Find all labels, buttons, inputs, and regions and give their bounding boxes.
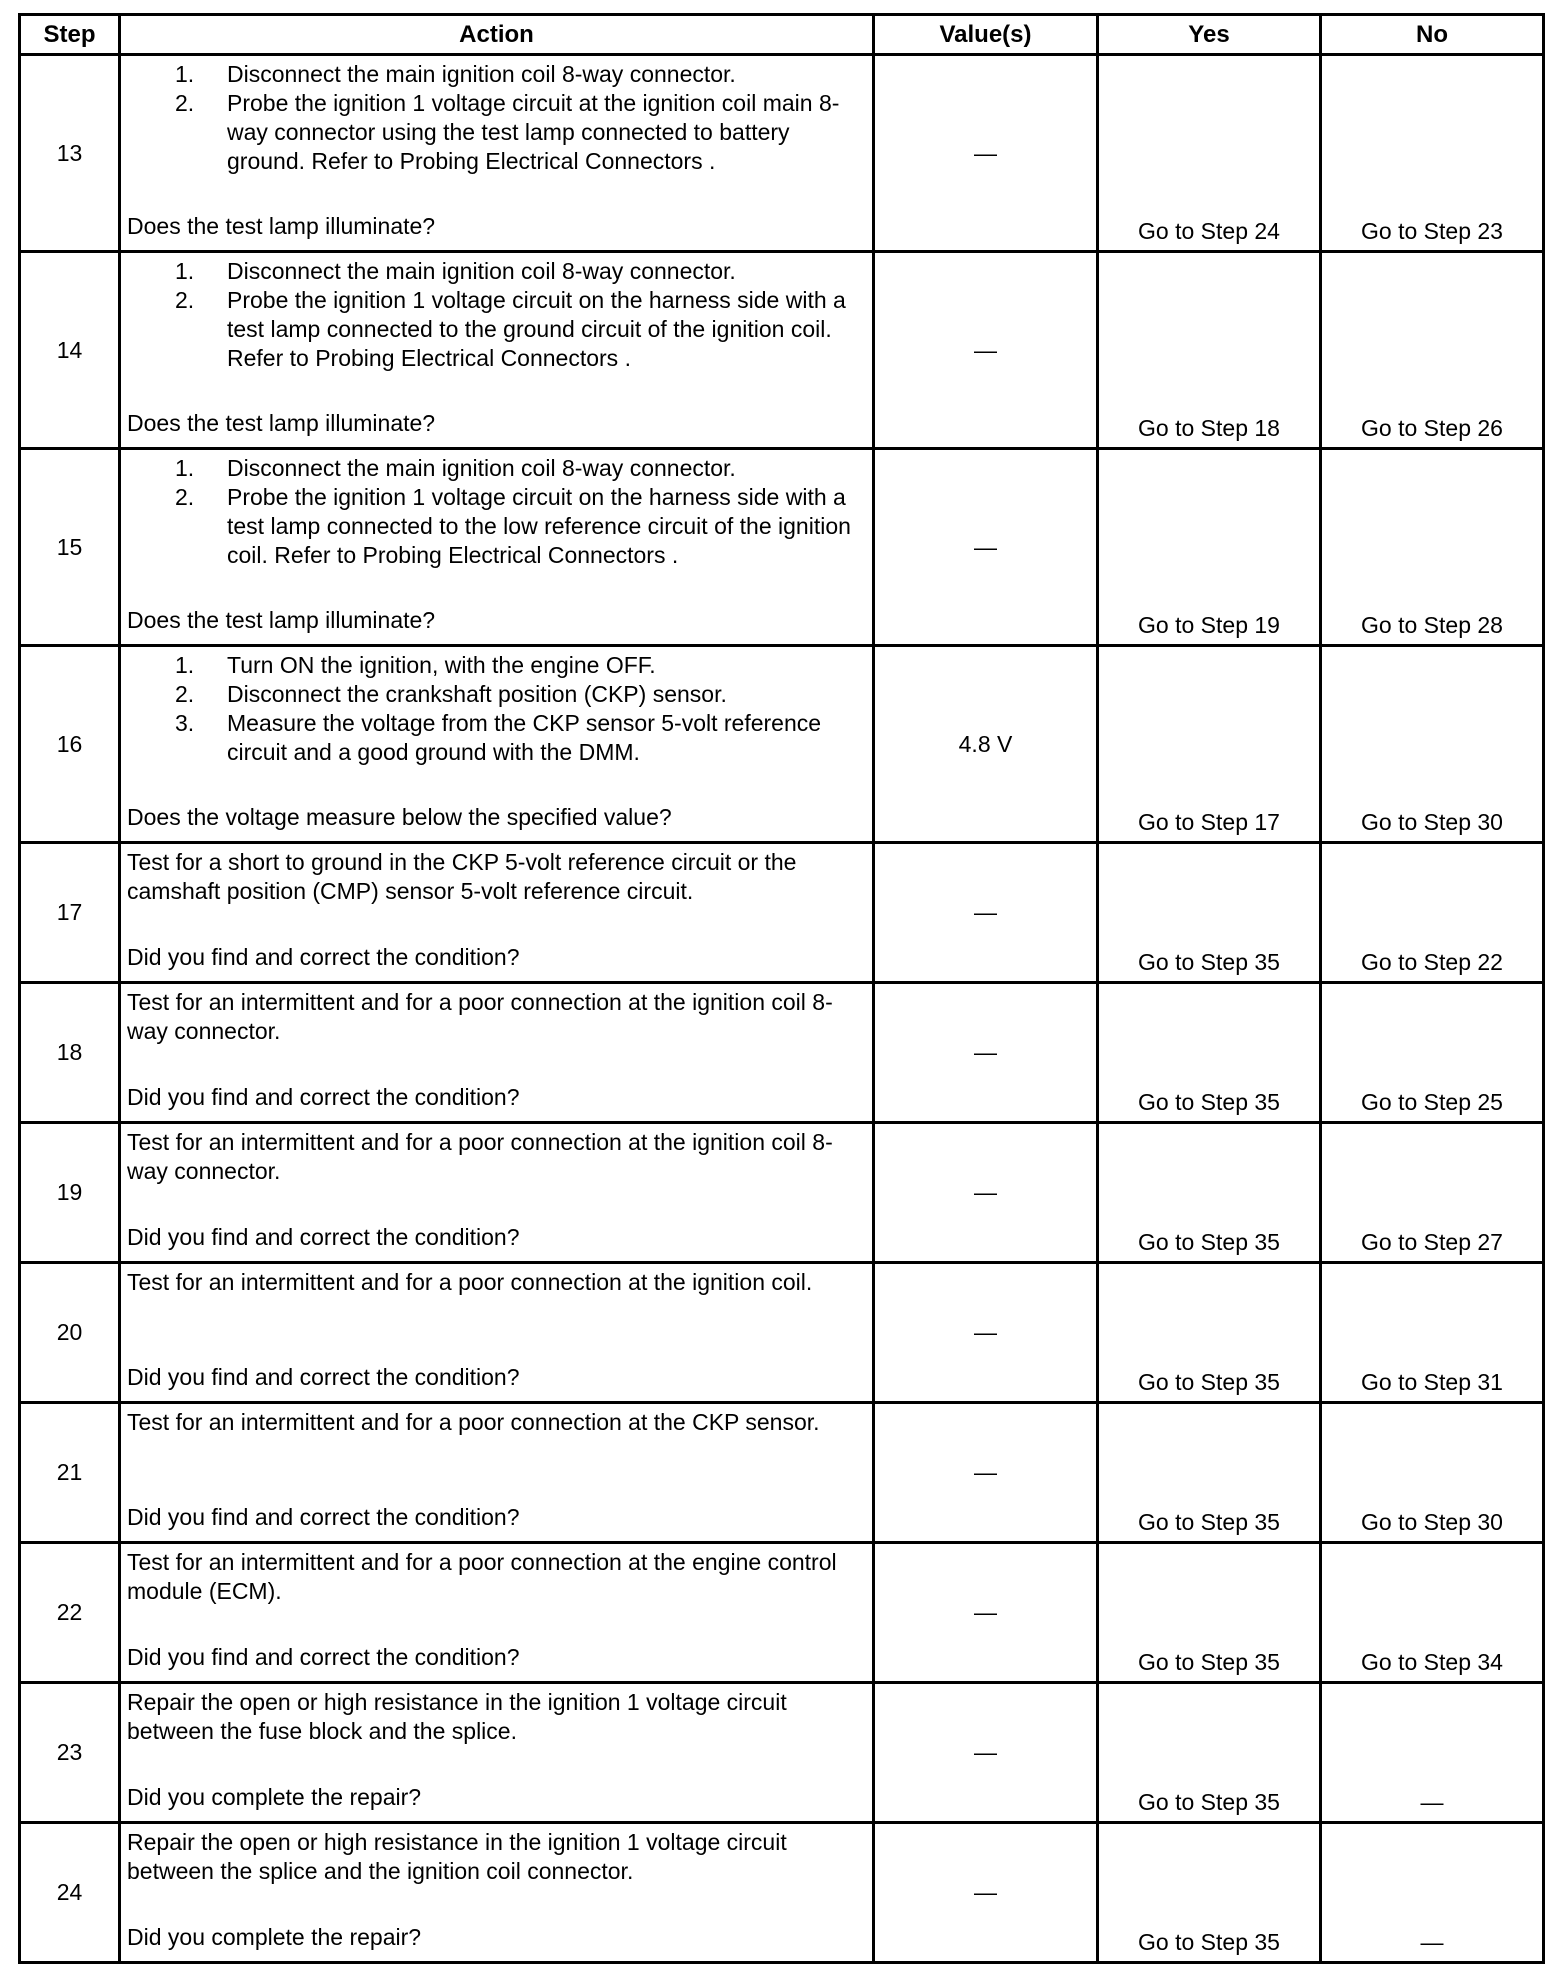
no-next-step: Go to Step 27 — [1361, 1229, 1503, 1255]
no-cell — [1321, 843, 1544, 983]
no-next-step: — — [1420, 1929, 1444, 1955]
action-step-text: Probe the ignition 1 voltage circuit on the harness side with a test lamp connected to the ground circuit of the ignition coil. Refer to Probing Electrical Connectors . — [227, 287, 846, 371]
action-cell — [120, 1543, 874, 1683]
no-cell — [1321, 983, 1544, 1123]
action-cell — [120, 1683, 874, 1823]
action-step-item — [127, 257, 868, 286]
no-cell — [1321, 646, 1544, 843]
yes-cell — [1098, 843, 1321, 983]
yes-next-step: Go to Step 17 — [1138, 809, 1280, 835]
action-steps-list — [127, 651, 868, 767]
yes-next-step: Go to Step 35 — [1138, 1369, 1280, 1395]
table-row — [20, 646, 1544, 843]
action-cell — [120, 55, 874, 252]
action-cell — [120, 252, 874, 449]
action-step-item — [127, 286, 868, 373]
value-cell: — — [874, 252, 1098, 449]
step-number: 16 — [20, 646, 120, 843]
yes-cell — [1098, 252, 1321, 449]
action-text: Test for a short to ground in the CKP 5-volt reference circuit or the camshaft position (CMP) sensor 5-volt reference circuit. — [127, 849, 797, 904]
action-step-text: Disconnect the main ignition coil 8-way connector. — [227, 258, 736, 284]
action-question: Did you find and correct the condition? — [127, 1224, 520, 1250]
table-row — [20, 1123, 1544, 1263]
action-step-text: Disconnect the crankshaft position (CKP) sensor. — [227, 681, 727, 707]
action-question: Does the test lamp illuminate? — [127, 213, 436, 239]
no-next-step: Go to Step 30 — [1361, 809, 1503, 835]
value-cell: 4.8 V — [874, 646, 1098, 843]
action-step-item — [127, 60, 868, 89]
yes-cell — [1098, 1683, 1321, 1823]
no-cell — [1321, 1263, 1544, 1403]
yes-next-step: Go to Step 35 — [1138, 1089, 1280, 1115]
header-yes: Yes — [1098, 15, 1321, 55]
step-number: 17 — [20, 843, 120, 983]
action-step-item — [127, 651, 868, 680]
diagnostic-table — [18, 13, 1545, 1964]
no-next-step: Go to Step 34 — [1361, 1649, 1503, 1675]
table-row — [20, 1823, 1544, 1963]
action-cell — [120, 646, 874, 843]
action-step-item — [127, 89, 868, 176]
action-step-item — [127, 680, 868, 709]
yes-cell — [1098, 449, 1321, 646]
no-next-step: Go to Step 25 — [1361, 1089, 1503, 1115]
no-cell — [1321, 252, 1544, 449]
action-question: Did you complete the repair? — [127, 1784, 422, 1810]
action-question: Did you complete the repair? — [127, 1924, 422, 1950]
step-number: 21 — [20, 1403, 120, 1543]
value-cell: — — [874, 1683, 1098, 1823]
action-question: Did you find and correct the condition? — [127, 944, 520, 970]
no-next-step: — — [1420, 1789, 1444, 1815]
step-number: 13 — [20, 55, 120, 252]
yes-next-step: Go to Step 35 — [1138, 1649, 1280, 1675]
action-cell — [120, 983, 874, 1123]
table-row — [20, 1263, 1544, 1403]
table-row — [20, 252, 1544, 449]
header-action: Action — [120, 15, 874, 55]
table-row — [20, 1543, 1544, 1683]
action-question: Does the voltage measure below the specified value? — [127, 804, 672, 830]
action-step-text: Probe the ignition 1 voltage circuit on the harness side with a test lamp connected to the low reference circuit of the ignition coil. Refer to Probing Electrical Connectors . — [227, 484, 851, 568]
action-step-number: 1. — [175, 61, 195, 87]
action-step-item — [127, 709, 868, 767]
value-cell: — — [874, 1263, 1098, 1403]
action-text: Test for an intermittent and for a poor connection at the ignition coil 8-way connector. — [127, 989, 833, 1044]
table-row — [20, 983, 1544, 1123]
value-cell: — — [874, 843, 1098, 983]
step-number: 24 — [20, 1823, 120, 1963]
step-number: 23 — [20, 1683, 120, 1823]
no-cell — [1321, 449, 1544, 646]
action-steps-list — [127, 257, 868, 373]
header-values: Value(s) — [874, 15, 1098, 55]
action-question: Did you find and correct the condition? — [127, 1504, 520, 1530]
action-step-item — [127, 483, 868, 570]
header-step: Step — [20, 15, 120, 55]
action-cell — [120, 1403, 874, 1543]
no-cell — [1321, 1403, 1544, 1543]
yes-next-step: Go to Step 19 — [1138, 612, 1280, 638]
action-question: Did you find and correct the condition? — [127, 1644, 520, 1670]
action-cell — [120, 1823, 874, 1963]
action-step-number: 1. — [175, 455, 195, 481]
yes-cell — [1098, 1123, 1321, 1263]
step-number: 20 — [20, 1263, 120, 1403]
step-number: 22 — [20, 1543, 120, 1683]
action-text: Test for an intermittent and for a poor connection at the engine control module (ECM). — [127, 1549, 837, 1604]
yes-next-step: Go to Step 35 — [1138, 949, 1280, 975]
action-question: Does the test lamp illuminate? — [127, 607, 436, 633]
action-step-item — [127, 454, 868, 483]
no-cell — [1321, 1683, 1544, 1823]
table-row — [20, 1683, 1544, 1823]
action-question: Did you find and correct the condition? — [127, 1364, 520, 1390]
action-step-text: Measure the voltage from the CKP sensor 5-volt reference circuit and a good ground with the DMM. — [227, 710, 822, 765]
step-number: 15 — [20, 449, 120, 646]
no-next-step: Go to Step 30 — [1361, 1509, 1503, 1535]
table-row — [20, 843, 1544, 983]
yes-next-step: Go to Step 24 — [1138, 218, 1280, 244]
value-cell: — — [874, 1403, 1098, 1543]
yes-next-step: Go to Step 18 — [1138, 415, 1280, 441]
value-cell: — — [874, 983, 1098, 1123]
value-cell: — — [874, 1123, 1098, 1263]
header-no: No — [1321, 15, 1544, 55]
action-step-text: Disconnect the main ignition coil 8-way connector. — [227, 455, 736, 481]
action-cell — [120, 1123, 874, 1263]
yes-next-step: Go to Step 35 — [1138, 1789, 1280, 1815]
action-text: Repair the open or high resistance in the ignition 1 voltage circuit between the fuse block and the splice. — [127, 1689, 787, 1744]
action-step-number: 1. — [175, 258, 195, 284]
action-question: Does the test lamp illuminate? — [127, 410, 436, 436]
yes-next-step: Go to Step 35 — [1138, 1509, 1280, 1535]
action-question: Did you find and correct the condition? — [127, 1084, 520, 1110]
action-text: Test for an intermittent and for a poor connection at the ignition coil. — [127, 1269, 813, 1295]
yes-cell — [1098, 1543, 1321, 1683]
table-row — [20, 55, 1544, 252]
yes-cell — [1098, 1263, 1321, 1403]
no-next-step: Go to Step 22 — [1361, 949, 1503, 975]
action-step-text: Turn ON the ignition, with the engine OFF. — [227, 652, 656, 678]
action-step-text: Disconnect the main ignition coil 8-way connector. — [227, 61, 736, 87]
no-cell — [1321, 1123, 1544, 1263]
action-step-number: 2. — [175, 287, 195, 313]
no-next-step: Go to Step 23 — [1361, 218, 1503, 244]
action-step-number: 3. — [175, 710, 195, 736]
table-row — [20, 449, 1544, 646]
yes-cell — [1098, 1823, 1321, 1963]
no-cell — [1321, 1543, 1544, 1683]
action-step-text: Probe the ignition 1 voltage circuit at the ignition coil main 8-way connector using the test lamp connected to battery ground. Refer to Probing Electrical Connectors . — [227, 90, 840, 174]
yes-cell — [1098, 983, 1321, 1123]
no-cell — [1321, 1823, 1544, 1963]
action-step-number: 2. — [175, 90, 195, 116]
action-step-number: 2. — [175, 681, 195, 707]
no-next-step: Go to Step 31 — [1361, 1369, 1503, 1395]
step-number: 18 — [20, 983, 120, 1123]
table-row — [20, 1403, 1544, 1543]
action-cell — [120, 449, 874, 646]
value-cell: — — [874, 55, 1098, 252]
action-text: Repair the open or high resistance in the ignition 1 voltage circuit between the splice and the ignition coil connector. — [127, 1829, 787, 1884]
action-cell — [120, 1263, 874, 1403]
value-cell: — — [874, 1543, 1098, 1683]
action-cell — [120, 843, 874, 983]
action-step-number: 2. — [175, 484, 195, 510]
no-next-step: Go to Step 26 — [1361, 415, 1503, 441]
no-cell — [1321, 55, 1544, 252]
value-cell: — — [874, 449, 1098, 646]
yes-cell — [1098, 1403, 1321, 1543]
yes-cell — [1098, 55, 1321, 252]
yes-cell — [1098, 646, 1321, 843]
value-cell: — — [874, 1823, 1098, 1963]
step-number: 19 — [20, 1123, 120, 1263]
yes-next-step: Go to Step 35 — [1138, 1929, 1280, 1955]
header-row — [20, 15, 1544, 55]
action-step-number: 1. — [175, 652, 195, 678]
action-steps-list — [127, 454, 868, 570]
no-next-step: Go to Step 28 — [1361, 612, 1503, 638]
action-text: Test for an intermittent and for a poor connection at the ignition coil 8-way connector. — [127, 1129, 833, 1184]
action-text: Test for an intermittent and for a poor connection at the CKP sensor. — [127, 1409, 820, 1435]
step-number: 14 — [20, 252, 120, 449]
yes-next-step: Go to Step 35 — [1138, 1229, 1280, 1255]
action-steps-list — [127, 60, 868, 176]
